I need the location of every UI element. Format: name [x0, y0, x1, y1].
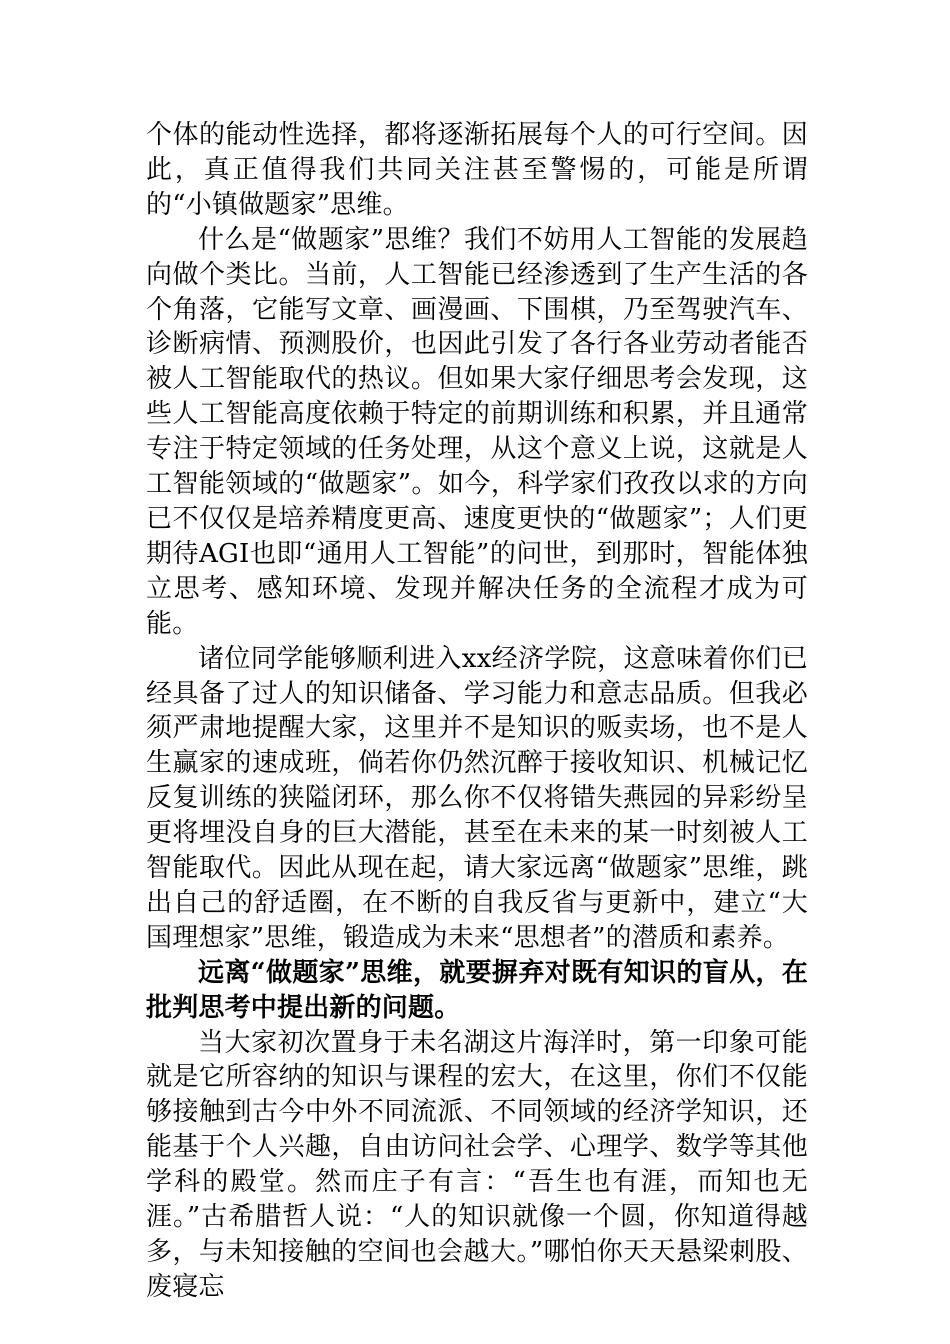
paragraph-what-is-solver-thinking: 什么是“做题家”思维？我们不妨用人工智能的发展趋向做个类比。当前，人工智能已经渗透到了生产生活的各个角落，它能写文章、画漫画、下围棋，乃至驾驶汽车、诊断病情、预测股价，也因此引发了各行各业劳动者能否被人工智能取代的热议。但如果大家仔细思考会发现，这些人工智能高度依赖于特定的前期训练和积累，并且通常专注于特定领域的任务处理，从这个意义上说，这就是人工智能领域的“做题家”。如今，科学家们孜孜以求的方向已不仅仅是培养精度更高、速度更快的“做题家”；人们更期待AGI也即“通用人工智能”的问世，到那时，智能体独立思考、感知环境、发现并解决任务的全流程才成为可能。 [146, 224, 808, 639]
paragraph-bold-heading: 远离“做题家”思维，就要摒弃对既有知识的盲从，在批判思考中提出新的问题。 [146, 957, 808, 1023]
paragraph-students-reminder: 诸位同学能够顺利进入xx经济学院，这意味着你们已经具备了过人的知识储备、学习能力和意志品质。但我必须严肃地提醒大家，这里并不是知识的贩卖场，也不是人生赢家的速成班，倘若你仍然沉醉于接收知识、机械记忆反复训练的狭隘闭环，那么你不仅将错失燕园的异彩纷呈更将埋没自身的巨大潜能，甚至在未来的某一时刻被人工智能取代。因此从现在起，请大家远离“做题家”思维，跳出自己的舒适圈，在不断的自我反省与更新中，建立“大国理想家”思维，锻造成为未来“思想者”的潜质和素养。 [146, 643, 808, 953]
paragraph-weiming-lake: 当大家初次置身于未名湖这片海洋时，第一印象可能就是它所容纳的知识与课程的宏大，在这里，你们不仅能够接触到古今中外不同流派、不同领域的经济学知识，还能基于个人兴趣，自由访问社会学、心理学、数学等其他学科的殿堂。然而庄子有言：“吾生也有涯，而知也无涯。”古希腊哲人说：“人的知识就像一个圆，你知道得越多，与未知接触的空间也会越大。”哪怕你天天悬梁刺股、废寝忘 [146, 1027, 808, 1302]
paragraph-continuation: 个体的能动性选择，都将逐渐拓展每个人的可行空间。因此，真正值得我们共同关注甚至警惕的，可能是所谓的“小镇做题家”思维。 [146, 120, 808, 220]
document-page [146, 118, 808, 1305]
